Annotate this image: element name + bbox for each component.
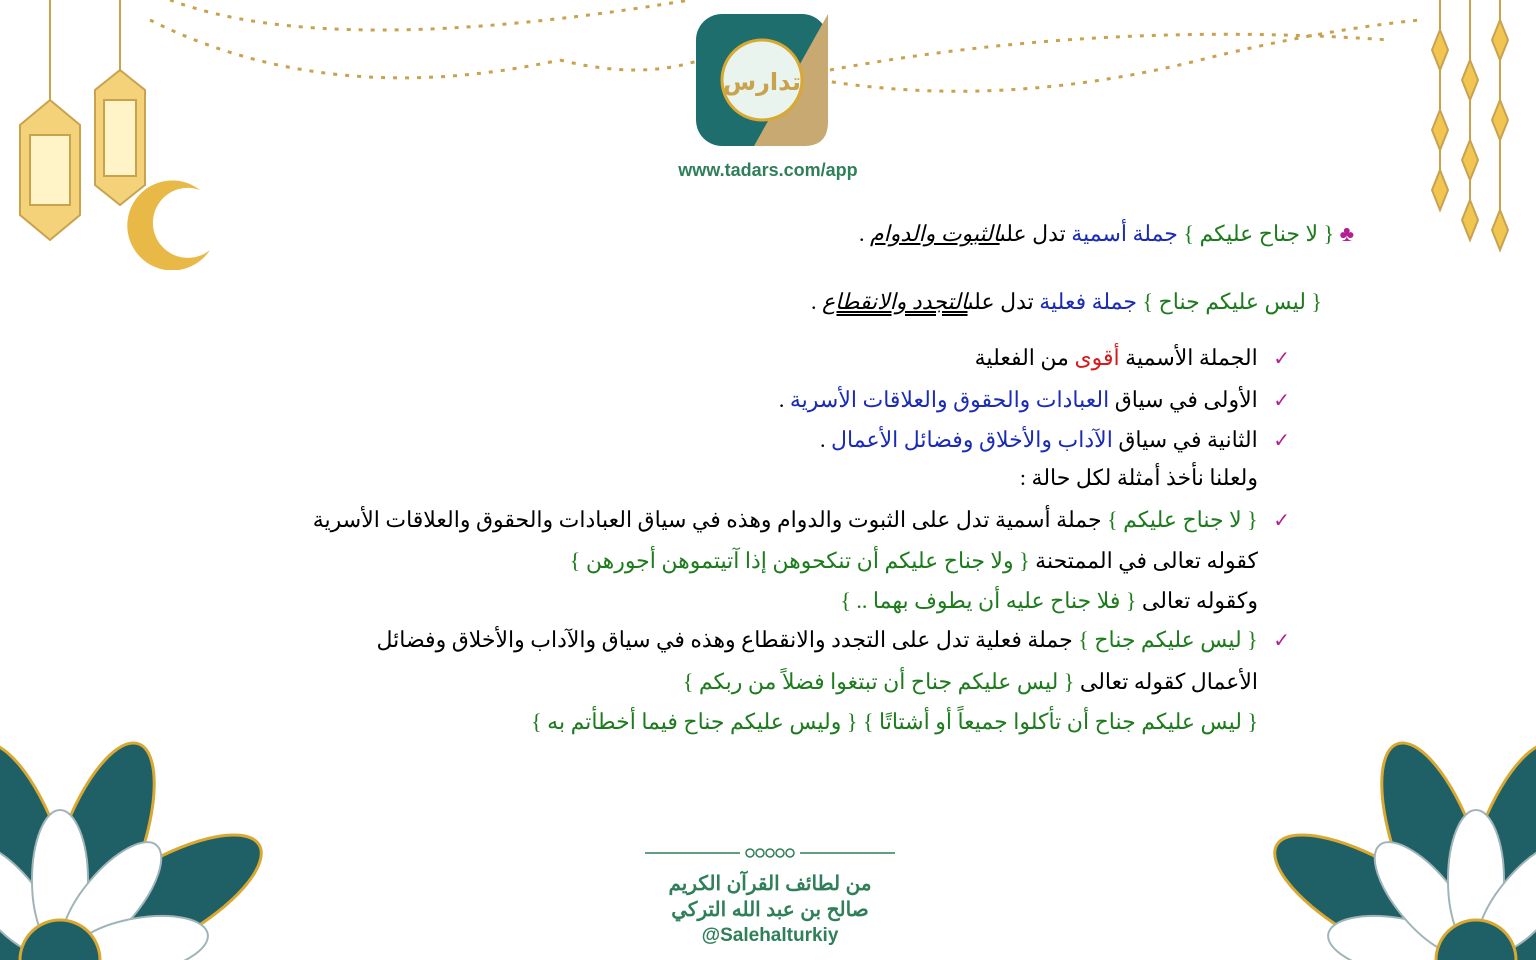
para-2: كقوله تعالى في الممتحنة { ولا جناح عليكم أن تنكحوهن إذا آتيتموهن أجورهن } — [569, 548, 1258, 573]
hanging-ornaments — [1400, 0, 1536, 260]
bullet-2: ✓ الأولى في سياق العبادات والحقوق والعلاقات الأسرية . — [778, 387, 1290, 412]
tadars-logo — [694, 12, 830, 148]
connector: تدل على — [999, 221, 1066, 246]
period: . — [858, 221, 865, 246]
footer — [620, 845, 920, 949]
check-icon: ✓ — [1273, 388, 1290, 412]
para-1: ولعلنا نأخذ أمثلة لكل حالة : — [1019, 465, 1258, 490]
check-icon: ✓ — [1273, 508, 1290, 532]
para-4: الأعمال كقوله تعالى { ليس عليكم جناح أن تبتغوا فضلاً من ربكم } — [682, 669, 1258, 694]
check-icon: ✓ — [1273, 428, 1290, 452]
para-5: { ليس عليكم جناح أن تأكلوا جميعاً أو أشتاتًا } { وليس عليكم جناح فيما أخطأتم به } — [531, 709, 1258, 734]
bullet-5: ✓ { ليس عليكم جناح } جملة فعلية تدل على التجدد والانقطاع وهذه في سياق والآداب والأخلاق وفضائل — [376, 627, 1290, 652]
check-icon: ✓ — [1273, 628, 1290, 652]
ornamental-divider — [645, 845, 895, 861]
phrase-nominal: { لا جناح عليكم } — [1183, 221, 1335, 246]
para-3: وكقوله تعالى { فلا جناح عليه أن يطوف بهما .. } — [840, 588, 1258, 613]
meaning-renewal: التجدد والانقطاع — [822, 289, 968, 314]
lanterns-crescent-decoration — [0, 0, 240, 270]
club-icon: ♣ — [1339, 221, 1354, 246]
logo-text: تدارس — [722, 68, 802, 96]
line-1 — [859, 218, 1354, 250]
flower-ornament-left — [0, 735, 340, 960]
line-2 — [811, 286, 1322, 318]
site-url[interactable]: www.tadars.com/app — [678, 160, 858, 180]
check-icon: ✓ — [1273, 346, 1290, 370]
bullet-4: ✓ { لا جناح عليكم } جملة أسمية تدل على الثبوت والدوام وهذه في سياق العبادات والحقوق والعلاقات الأسرية — [312, 507, 1290, 532]
type-verbal: جملة فعلية — [1039, 289, 1137, 314]
connector: تدل على — [967, 289, 1034, 314]
meaning-constancy: الثبوت والدوام — [869, 221, 1000, 246]
footer-author: صالح بن عبد الله التركي — [671, 899, 869, 921]
type-nominal: جملة أسمية — [1071, 221, 1178, 246]
phrase-verbal: { ليس عليكم جناح } — [1142, 289, 1322, 314]
flower-ornament-right — [1196, 735, 1536, 960]
bullet-3: ✓ الثانية في سياق الآداب والأخلاق وفضائل الأعمال . — [820, 427, 1290, 452]
footer-handle[interactable]: @Salehalturkiy — [701, 925, 839, 946]
bullet-1: ✓ الجملة الأسمية أقوى من الفعلية — [974, 345, 1290, 370]
footer-title: من لطائف القرآن الكريم — [668, 873, 872, 895]
period: . — [811, 289, 817, 314]
